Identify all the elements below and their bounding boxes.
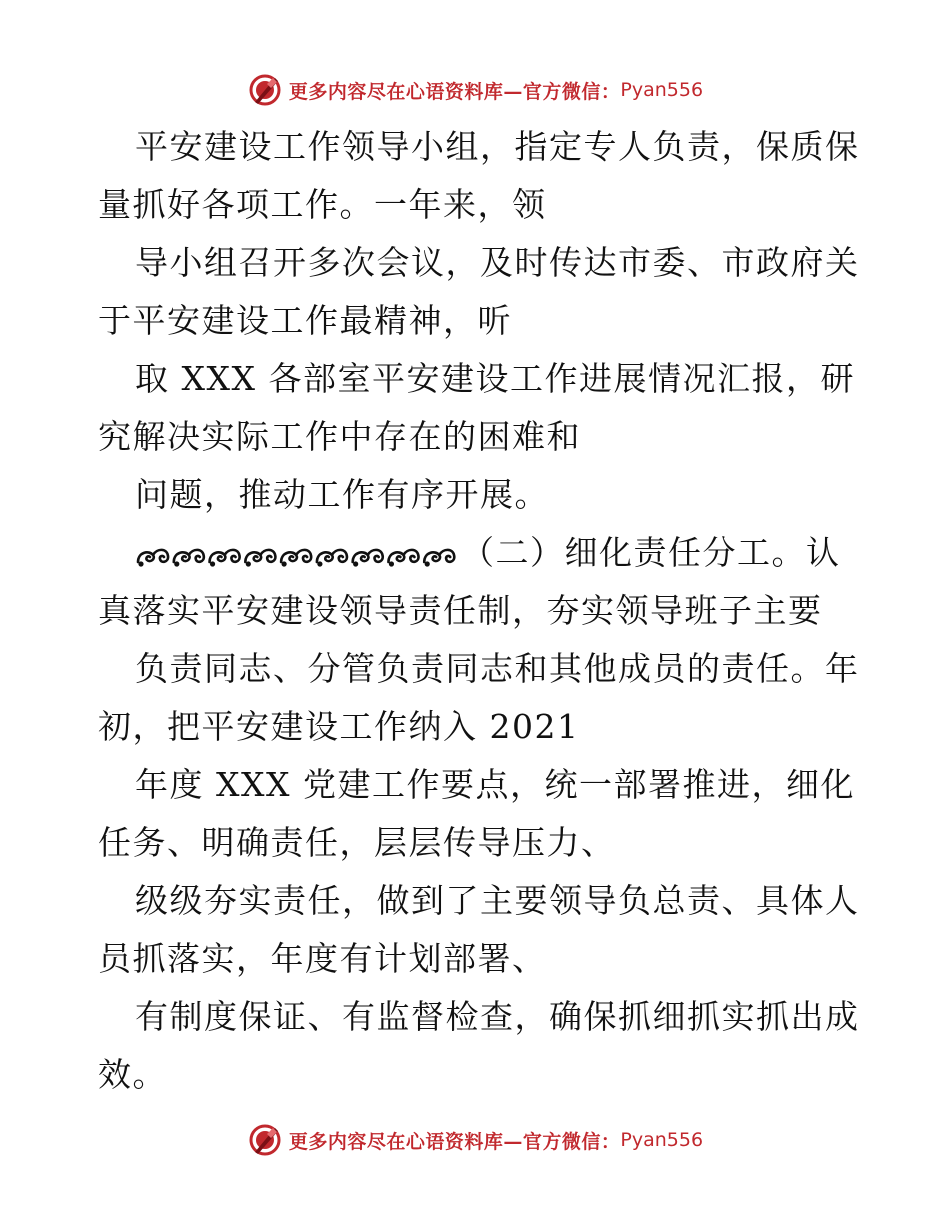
text-line: 负责同志、分管负责同志和其他成员的责任。年 bbox=[135, 649, 860, 688]
text-line: 有制度保证、有监督检查，确保抓细抓实抓出成 bbox=[135, 997, 860, 1036]
scroll-ornament bbox=[424, 550, 454, 567]
text-line: 量抓好各项工作。一年来，领 bbox=[98, 185, 547, 224]
quill-pen-logo-icon bbox=[247, 72, 283, 108]
text-line: 问题，推动工作有序开展。 bbox=[135, 475, 549, 514]
text-line: 于平安建设工作最精神，听 bbox=[98, 301, 512, 340]
scroll-ornament bbox=[138, 550, 168, 567]
footer-banner bbox=[0, 1120, 950, 1160]
scroll-ornament bbox=[388, 550, 418, 567]
scroll-ornament bbox=[281, 550, 311, 567]
header-banner bbox=[0, 70, 950, 110]
text-line: 取 XXX 各部室平安建设工作进展情况汇报，研 bbox=[135, 359, 855, 398]
section-heading-text: （二）细化责任分工。认 bbox=[461, 533, 841, 572]
text-line: 级级夯实责任，做到了主要领导负总责、具体人 bbox=[135, 881, 860, 920]
scroll-ornament bbox=[245, 550, 275, 567]
text-line: 究解决实际工作中存在的困难和 bbox=[98, 417, 581, 456]
text-line: 导小组召开多次会议，及时传达市委、市政府关 bbox=[135, 243, 860, 282]
text-line: 员抓落实，年度有计划部署、 bbox=[98, 939, 547, 978]
banner-wechat-id: Pyan556 bbox=[620, 1129, 704, 1151]
text-line: 真落实平安建设领导责任制，夯实领导班子主要 bbox=[98, 591, 823, 630]
decorative-scroll-ornament-icon bbox=[135, 526, 457, 584]
text-line: 年度 XXX 党建工作要点，统一部署推进，细化 bbox=[135, 765, 855, 804]
scroll-ornament bbox=[353, 550, 383, 567]
scroll-ornament bbox=[174, 550, 204, 567]
text-line: 任务、明确责任，层层传导压力、 bbox=[98, 823, 616, 862]
text-line: 初，把平安建设工作纳入 2021 bbox=[98, 707, 580, 746]
text-line: 效。 bbox=[98, 1055, 167, 1094]
banner-text: 更多内容尽在心语资料库—官方微信： bbox=[288, 1130, 621, 1153]
scroll-ornament bbox=[210, 550, 240, 567]
scroll-ornament bbox=[317, 550, 347, 567]
text-line: 平安建设工作领导小组，指定专人负责，保质保 bbox=[135, 127, 860, 166]
section-heading-line bbox=[0, 524, 950, 582]
document-body bbox=[0, 118, 950, 1104]
quill-pen-logo-icon bbox=[247, 1122, 283, 1158]
banner-text: 更多内容尽在心语资料库—官方微信： bbox=[288, 80, 621, 103]
banner-wechat-id: Pyan556 bbox=[620, 79, 704, 101]
